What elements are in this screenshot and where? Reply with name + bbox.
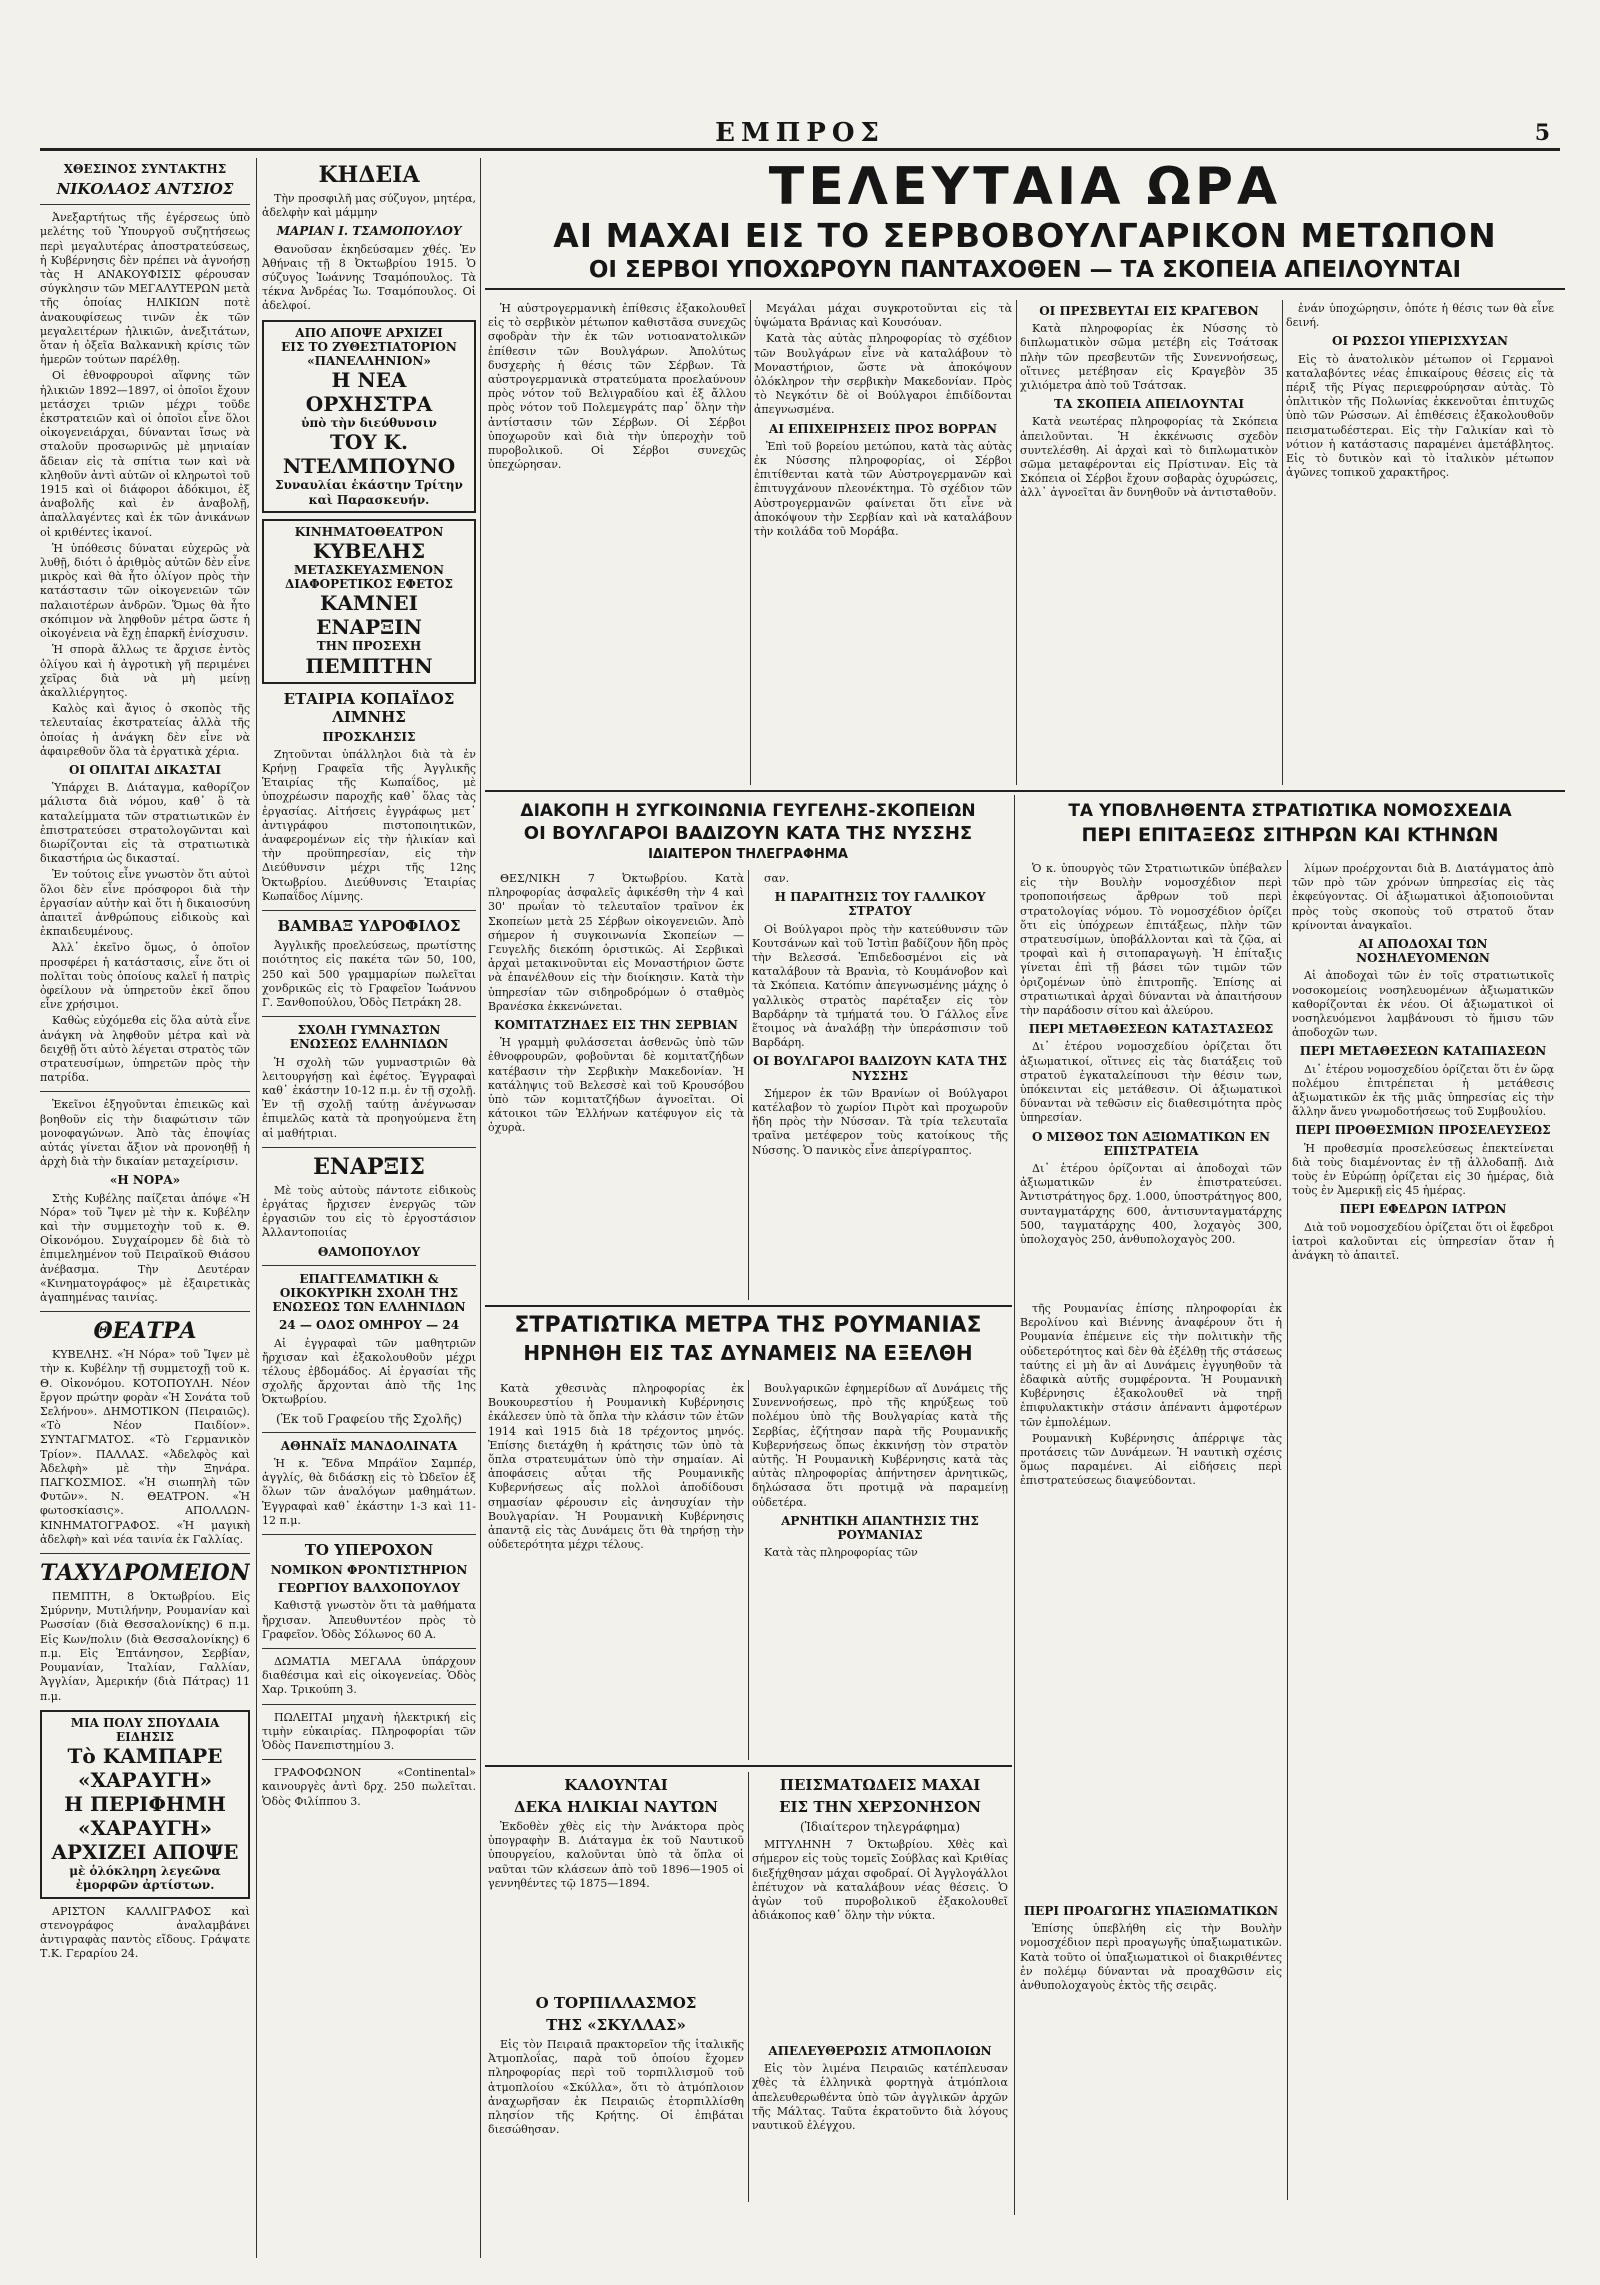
headline: ΗΡΝΗΘΗ ΕΙΣ ΤΑΣ ΔΥΝΑΜΕΙΣ ΝΑ ΕΞΕΛΘΗ bbox=[523, 1341, 973, 1365]
torpedo-article bbox=[488, 1990, 744, 2205]
section-title: «Η ΝΟΡΑ» bbox=[109, 1173, 181, 1188]
article-paragraph: Αἱ ἀποδοχαὶ τῶν ἐν τοῖς στρατιωτικοῖς νοσοκομείοις νοσηλευομένων ἀξιωματικῶν καθορίζονται ἐκ νέου. Οἱ ἀξιωματικοὶ οἱ νοσηλευόμενοι λαμβάνουσι τὸ ἥμισυ τῶν ἀποδοχῶν των. bbox=[1292, 969, 1554, 1040]
section-title: ΠΕΡΙ ΠΡΟΘΕΣΜΙΩΝ ΠΡΟΣΕΛΕΥΣΕΩΣ bbox=[1295, 1123, 1551, 1138]
section-title: ΚΟΜΙΤΑΤΖΗΔΕΣ ΕΙΣ ΤΗΝ ΣΕΡΒΙΑΝ bbox=[494, 1018, 738, 1033]
ad-line: ΤΟΥ Κ. ΝΤΕΛΜΠΟΥΝΟ bbox=[282, 430, 456, 479]
article-paragraph: Ἐκδοθὲν χθὲς εἰς τὴν Ἀνάκτορα πρὸς ὑπογραφὴν Β. Διάταγμα ἐκ τοῦ Ναυτικοῦ ὑπουργείου, καλοῦνται ὑπὸ τὰ ὅπλα οἱ ναῦται τῶν κλάσεων ἀπὸ τοῦ 1896—1905 οἱ γεννηθέντες τῷ 1875—1894. bbox=[488, 1820, 744, 1890]
notice-text: Θανοῦσαν ἐκηδεύσαμεν χθές. Ἐν Ἀθήναις τῇ 8 Ὀκτωβρίου 1915. Ὁ σύζυγος Ἰωάννης Τσαμόπουλος. Τὰ τέκνα Ἀνδρέας Ἰω. Τσαμόπουλος. Οἱ ἀδελφοί. bbox=[262, 242, 476, 313]
article-paragraph: Οἱ ἐθνοφρουροὶ αἵφνης τῶν ἡλικιῶν 1892—1897, οἱ ὁποῖοι ἔχουν μετάσχει τριῶν μέχρι τοῦδε ἐκστρατειῶν καὶ οἱ ὁποῖοι εἶνε ὅλοι οἰκογενειάρχαι, δύνανται ἴσως νὰ σταλοῦν προσωρινῶς μὲ μηνιαίαν ἄδειαν εἰς τὰ σπίτια των καὶ νὰ κληθοῦν ἀντὶ αὐτῶν οἱ κληρωτοὶ τοῦ 1915 καὶ οἱ διάφοροι ἀδόκιμοι, ἐξ ἀναβολῆς καὶ ἐν ἀναβολῇ, ἀπαλλαγέντες καὶ ἐκ τῶν ἀνικάνων οἱ κριθέντες ἱκανοί. bbox=[40, 369, 250, 539]
article-paragraph: Εἰς τὸν Πειραιᾶ πρακτορεῖον τῆς ἰταλικῆς Ἀτμοπλοΐας, παρὰ τοῦ ὁποίου ἔχομεν πληροφορίας περὶ τοῦ τορπιλλισμοῦ τοῦ ἀτμοπλοίου «Σκύλλα», ὅτι τὸ ἀτμόπλοιον ἀναχωρῆσαν ἐκ Πειραιῶς ἐτορπιλλίσθη πλησίον τῆς Κρήτης. Οἱ ἐπιβάται διεσώθησαν. bbox=[488, 2038, 744, 2137]
article-paragraph: Κατὰ τὰς πληροφορίας τῶν bbox=[764, 1546, 918, 1560]
section-title: ΚΗΔΕΙΑ bbox=[318, 162, 420, 188]
article-paragraph: Ἡ γραμμὴ φυλάσσεται ἀσθενῶς ὑπὸ τῶν ἐθνοφρουρῶν, φοβοῦνται δὲ κομιτατζήδων κατέβασιν τὴν Σερβικὴν Μακεδονίαν. Ἡ κατάληψις τοῦ Βελεσσὲ καὶ τοῦ Κρουσόβου ὑπὸ τῶν κομιτατζήδων ἀγνοεῖται. Οἱ κάτοικοι τῶν Ἑλλήνων κατέφυγον εἰς τὰ ὀχυρὰ. bbox=[488, 1036, 744, 1135]
ad-line: ΜΕΤΑΣΚΕΥΑΣΜΕΝΟΝ bbox=[294, 563, 444, 578]
headline: ΤΑ ΥΠΟΒΛΗΘΕΝΤΑ ΣΤΡΑΤΙΩΤΙΚΑ ΝΟΜΟΣΧΕΔΙΑ bbox=[1068, 801, 1512, 821]
section-title: ΤΑ ΣΚΟΠΕΙΑ ΑΠΕΙΛΟΥΝΤΑΙ bbox=[1054, 397, 1244, 412]
section-subtitle: ΓΕΩΡΓΙΟΥ ΒΑΛΧΟΠΟΥΛΟΥ bbox=[278, 1581, 460, 1596]
romania-column-2 bbox=[752, 1380, 1008, 1760]
section-title: ΠΕΡΙ ΕΦΕΔΡΩΝ ΙΑΤΡΩΝ bbox=[1339, 1202, 1507, 1217]
romania-headline bbox=[488, 1312, 1008, 1366]
headline: ΚΑΛΟΥΝΤΑΙ bbox=[564, 1776, 668, 1794]
banner-subtitle: ΟΙ ΣΕΡΒΟΙ ΥΠΟΧΩΡΟΥΝ ΠΑΝΤΑΧΟΘΕΝ — ΤΑ ΣΚΟΠΕΙΑ ΑΠΕΙΛΟΥΝΤΑΙ bbox=[485, 256, 1565, 290]
section-subtitle: (Ἰδιαίτερον τηλεγράφημα) bbox=[799, 1820, 961, 1834]
notice-text: Ἡ κ. Ἔδνα Μπράϊον Σαμπέρ, ἀγγλίς, θὰ διδάσκῃ εἰς τὸ Ὠδεῖον ἐξ ὅλων τῶν ἀναλόγων μαθημάτων. Ἐγγραφαὶ καθ᾽ ἑκάστην 1-3 καὶ 11-12 π.μ. bbox=[262, 1456, 476, 1527]
cabaret-advertisement bbox=[40, 1710, 250, 1899]
article-paragraph: Εἰς τὸ ἀνατολικὸν μέτωπον οἱ Γερμανοὶ καταλαβόντες νέας ἐπικαίρους θέσεις εἰς τὰ πέριξ τῆς Ρίγας περιεφρούρησαν αὐτὰς. Τὸ ὁπλιτικὸν τῆς Πολωνίας ἐκκενοῦται ἐπιτυχῶς ὑπὸ τῶν Ρώσσων. Αἱ ἐπιθέσεις ἐξακολουθοῦν πεισματωδέστεραι. Εἰς τὴν Γαλικίαν καὶ τὸ νότιον ἡ κατάστασις παραμένει ἀμετάβλητος. Εἰς τὸ δυτικὸν καὶ τὸ ἰταλικὸν μέτωπον ἀγῶνες τοπικοῦ χαρακτῆρος. bbox=[1286, 352, 1554, 480]
article-paragraph: Καλὸς καὶ ἄγιος ὁ σκοπὸς τῆς τελευταίας ἐκστρατείας ἀλλὰ τῆς ὁποίας ἡ ἀνάγκη δὲν εἶνε νὰ ἀφαιρεθοῦν ὅλα τὰ ἐργατικὰ χέρια. bbox=[40, 702, 250, 758]
section-title: ΑΙ ΕΠΙΧΕΙΡΗΣΕΙΣ ΠΡΟΣ ΒΟΡΡΑΝ bbox=[769, 421, 997, 436]
middle-right-headline bbox=[1020, 800, 1560, 848]
author-label: ΧΘΕΣΙΝΟΣ ΣΥΝΤΑΚΤΗΣ bbox=[63, 162, 227, 176]
ad-line: ὑπὸ τὴν διεύθυνσιν bbox=[301, 416, 437, 431]
section-title: ΑΙ ΑΠΟΔΟΧΑΙ ΤΩΝ ΝΟΣΗΛΕΥΟΜΕΝΩΝ bbox=[1356, 937, 1490, 966]
middle-right-column-2 bbox=[1292, 860, 1554, 2200]
masthead bbox=[40, 118, 1560, 151]
page-number: 5 bbox=[1534, 120, 1550, 146]
article-paragraph: Ἐκεῖνοι ἐξηγοῦνται ἐπιεικῶς καὶ βοηθοῦν εἰς τὴν διαφώτισιν τῶν μονοφαγώνων. Ἀπὸ τὰς ἐποψίας αὐτάς γίνεται ἄξιον νὰ προνοηθῇ ἡ ἀρχὴ διὰ τὴν δικαίαν μεταχείρισιν. bbox=[40, 1098, 250, 1169]
article-paragraph: Ἀνεξαρτήτως τῆς ἐγέρσεως ὑπὸ μελέτης τοῦ Ὑπουργοῦ συζητήσεως περὶ μεγαλυτέρας ἀποστρατεύσεως, ἡ Κυβέρνησις δὲν πρέπει νὰ ἀγνοήσῃ τὰς Η ΑΝΑΚΟΥΦΙΣΙΣ φέρουσαν σύγκλησιν τῶν ΜΕΓΑΛΥΤΕΡΩΝ μετὰ τῆς ὁποίας ΗΛΙΚΙΩΝ ποτὲ ἀνακουφίσεως τινῶν ἐκ τῶν μεγαλειτέρων ἡλικιῶν, ἀνεξιτάτων, ὅταν ἡ ὀξεῖα Βαλκανικὴ κρίσις τῶν ἡμερῶν τούτων παρέλθῃ. bbox=[40, 211, 250, 367]
notice-text: Ἀγγλικῆς προελεύσεως, πρωτίστης ποιότητος εἰς πακέτα τῶν 50, 100, 250 καὶ 500 γραμμαρίων πωλεῖται χονδρικῶς εἰς τὸ Γραφεῖον Ἰωάννου Γ. Ξανθοπούλου, Ὁδὸς Πετράκη 28. bbox=[262, 939, 476, 1009]
ships-freed-article bbox=[752, 2040, 1008, 2205]
headline: ΙΔΙΑΙΤΕΡΟΝ ΤΗΛΕΓΡΑΦΗΜΑ bbox=[648, 847, 848, 862]
section-title: ΒΑΜΒΑΞ ΥΔΡΟΦΙΛΟΣ bbox=[277, 917, 461, 936]
ad-line: ΕΙΣ ΤΟ ΖΥΘΕΣΤΙΑΤΟΡΙΟΝ «ΠΑΝΕΛΛΗΝΙΟΝ» bbox=[281, 339, 457, 369]
ad-line: Η ΝΕΑ ΟΡΧΗΣΤΡΑ bbox=[305, 368, 433, 417]
section-title: ΠΕΡΙ ΜΕΤΑΘΕΣΕΩΝ ΚΑΤΑΠΙΑΣΕΩΝ bbox=[1299, 1044, 1547, 1059]
article-paragraph: Ὁ κ. ὑπουργὸς τῶν Στρατιωτικῶν ὑπέβαλεν εἰς τὴν Βουλὴν νομοσχέδιον περὶ τροποποιήσεως ἄρθρων τοῦ περὶ στρατολογίας νόμου. Τὸ νομοσχέδιον ὁρίζει ὅτι εἰς ὑπόχρεων ἐπιτάξεως, πλὴν τῶν στρατευσίμων, ὑποβάλλονται καὶ τὰ ζῷα, αἱ τροφαὶ καὶ ἡ σιτοπαραγωγὴ. Ἡ ἐπίταξις γίνεται ἐπὶ τῇ βάσει τῶν τιμῶν τῶν ὁριζομένων ὑπὸ ἐπιτροπῆς. Ἐπίσης αἱ στρατιωτικαὶ ἀρχαὶ δύνανται νὰ ἀπαιτήσουν τὴν παράδοσιν σίτου καὶ ἀλεύρου. bbox=[1020, 862, 1282, 1018]
ad-line: Τὸ ΚΑΜΠΑΡΕ «ΧΑΡΑΥΓΗ» bbox=[67, 1744, 223, 1793]
middle-left-column-1 bbox=[488, 870, 744, 1300]
section-title: ΑΡΝΗΤΙΚΗ ΑΠΑΝΤΗΣΙΣ ΤΗΣ ΡΟΥΜΑΝΙΑΣ bbox=[781, 1513, 979, 1543]
article-paragraph: Κατὰ πληροφορίας ἐκ Νύσσης τὸ διπλωματικὸν σῶμα μετέβη εἰς Τσάτσακ πλὴν τῶν πρεσβευτῶν τῆς Συνεννοήσεως, οἵτινες μετέβησαν εἰς Κραγεβὸν 35 χιλιόμετρα ἀπὸ τοῦ Τσάτσακ. bbox=[1020, 322, 1278, 393]
article-paragraph: Ἡ προθεσμία προσελεύσεως ἐπεκτείνεται διὰ τοὺς διαμένοντας ἐν τῇ ἀλλοδαπῇ. Διὰ τοὺς ἐν Εὐρώπῃ ὁρίζεται εἰς 30 ἡμέρας, διὰ τοὺς ἐν Ἀμερικῇ εἰς 45 ἡμέρας. bbox=[1292, 1141, 1554, 1198]
section-subtitle: ΝΟΜΙΚΟΝ ΦΡΟΝΤΙΣΤΗΡΙΟΝ bbox=[270, 1563, 468, 1577]
headline: ΔΙΑΚΟΠΗ Η ΣΥΓΚΟΙΝΩΝΙΑ ΓΕΥΓΕΛΗΣ-ΣΚΟΠΕΙΩΝ bbox=[520, 801, 976, 821]
ad-line: ΑΡΧΙΖΕΙ ΑΠΟΨΕ bbox=[51, 1840, 239, 1865]
author-name: ΝΙΚΟΛΑΟΣ ΑΝΤΣΙΟΣ bbox=[56, 180, 234, 199]
section-title: ΕΠΑΓΓΕΛΜΑΤΙΚΗ & ΟΙΚΟΚΥΡΙΚΗ ΣΧΟΛΗ ΤΗΣ ΕΝΩΣΕΩΣ ΤΩΝ ΕΛΛΗΝΙΔΩΝ bbox=[272, 1271, 466, 1315]
ad-line: Συναυλίαι ἑκάστην Τρίτην καὶ Παρασκευήν. bbox=[275, 478, 463, 507]
banner-title: ΤΕΛΕΥΤΑΙΑ ΩΡΑ bbox=[768, 157, 1282, 217]
ad-line: ΚΥΒΕΛΗΣ bbox=[312, 539, 426, 564]
headline: ΠΕΙΣΜΑΤΩΔΕΙΣ ΜΑΧΑΙ bbox=[779, 1776, 981, 1794]
article-paragraph: Μεγάλαι μάχαι συγκροτοῦνται εἰς τὰ ὑψώματα Βράνιας καὶ Κουσόυαν. bbox=[754, 302, 1012, 330]
notice-text: Ζητοῦνται ὑπάλληλοι διὰ τὰ ἐν Κρήνῃ Γραφεῖα τῆς Ἀγγλικῆς Ἑταιρίας τῆς Κωπαΐδος, μὲ ὑποχρέωσιν παροχῆς καθ᾽ ὅλας τὰς ἐργασίας. Αἰτήσεις ἐγγράφως μετ᾽ ἀντιγράφου πιστοποιητικῶν, ἀναφερομένων εἰς τὴν ἡλικίαν καὶ τὴν προϋπηρεσίαν, εἰς τὴν Διεύθυνσιν μέχρι τῆς 12ης Ὀκτωβρίου. Διεύθυνσις Ἑταιρίας Κωπαΐδος Λίμνης. bbox=[262, 747, 476, 903]
upper-column-1 bbox=[488, 300, 746, 785]
section-title: ΟΙ ΡΩΣΣΟΙ ΥΠΕΡΙΣΧΥΣΑΝ bbox=[1332, 334, 1508, 349]
banner-headline bbox=[485, 158, 1565, 290]
section-title: Ο ΜΙΣΘΟΣ ΤΩΝ ΑΞΙΩΜΑΤΙΚΩΝ ΕΝ ΕΠΙΣΤΡΑΤΕΙΑ bbox=[1032, 1129, 1270, 1158]
section-subtitle: ΠΡΟΣΚΛΗΣΙΣ bbox=[322, 729, 416, 744]
headline: ΠΕΡΙ ΕΠΙΤΑΞΕΩΣ ΣΙΤΗΡΩΝ ΚΑΙ ΚΤΗΝΩΝ bbox=[1081, 824, 1499, 846]
ad-line: ΠΕΜΠΤΗΝ bbox=[305, 653, 433, 678]
headline: ΔΕΚΑ ΗΛΙΚΙΑΙ ΝΑΥΤΩΝ bbox=[513, 1798, 718, 1816]
article-paragraph: Οἱ Βούλγαροι πρὸς τὴν κατεύθυνσιν τῶν Κουτσάνων καὶ τοῦ Ἰστὶπ βαδίζουν ἤδη πρὸς τὴν Βελεσσά. Ἐπιδεδοσμένοι εἰς νὰ καταλάβουν τὰ Βρανὶα, τὸ Κουμάνοβον καὶ τὰ Σκόπεια. Κατόπιν ἀπεγνωσμένης μάχης ὁ γαλλικὸς στρατὸς παρέταξεν εἰς τὸν Βαρδάρην τὰ τμήματά του. Ὁ Γάλλος εἶνε ἕτοιμος νὰ ἀναλάβῃ τὴν ὑπεράσπισιν τοῦ Βαρδάρη. bbox=[752, 922, 1008, 1050]
middle-left-column-2 bbox=[752, 870, 1008, 1300]
middle-left-headline bbox=[488, 800, 1008, 864]
section-title: ΑΠΕΛΕΥΘΕΡΩΣΙΣ ΑΤΜΟΠΛΟΙΩΝ bbox=[768, 2044, 992, 2058]
chersonese-article bbox=[752, 1772, 1008, 2032]
section-title: ΑΘΗΝΑΪΣ ΜΑΝΔΟΛΙΝΑΤΑ bbox=[280, 1438, 458, 1453]
article-paragraph: Σήμερον ἐκ τῶν Βρανίων οἱ Βούλγαροι κατέλαβον τὸ χωρίον Πιρὸτ καὶ προχωροῦν ἤδη πρὸς τὴν Νύσσαν. Τὰ τρία τελευταῖα τραῖνα μετέφερον τοὺς κατοίκους τῆς Νύσσης. Ὁ πανικὸς εἶνε ἀπερίγραπτος. bbox=[752, 1086, 1008, 1157]
article-paragraph: Κατὰ τὰς αὐτὰς πληροφορίας τὸ σχέδιον τῶν Βουλγάρων εἶνε νὰ καταλάβουν τὸ Μοναστήριον, ὥστε νὰ ἀποκόψουν ὁλόκληρον τὴν σερβικὴν Μακεδονίαν. Πρὸς τὸ Νεγκότιν δὲ οἱ Βούλγαροι ἐπιδίδονται ἀπεγνωσμένα. bbox=[754, 332, 1012, 417]
article-paragraph: Δι᾽ ἑτέρου νομοσχεδίου ὁρίζεται ὅτι ἀξιωματικοί, οἵτινες εἰς τὰς διατάξεις τοῦ στρατοῦ ἐγκαταλείπουσι τὴν θέσιν των, ὑπόκεινται εἰς μετάθεσιν. Οἱ ἀξιωματικοὶ δύνανται νὰ τεθῶσιν εἰς διαθεσιμότητα πρὸς ὑπηρεσίαν. bbox=[1020, 1040, 1282, 1125]
article-paragraph: Στὴς Κυβέλης παίζεται ἀπόψε «Ἡ Νόρα» τοῦ Ἴψεν μὲ τὴν κ. Κυβέλην καὶ τὴν συμμετοχὴν τοῦ κ. Θ. Οἰκονόμου. Συγχαίρομεν δὲ διὰ τὸ ἐπιμελημένον τοῦ Πειραϊκοῦ Θιάσου ἀνέβασμα. Τὴν Δευτέραν «Κινηματογράφος» μὲ ἐξαιρετικὰς ἀγαπημένας ταινίας. bbox=[40, 1191, 250, 1305]
notice-name: ΘΑΜΟΠΟΥΛΟΥ bbox=[317, 1244, 421, 1259]
article-paragraph: σαν. bbox=[764, 872, 790, 885]
upper-column-4 bbox=[1286, 300, 1554, 785]
romania-column-1 bbox=[488, 1380, 744, 1760]
ad-line: μὲ ὁλόκληρη λεγεῶνα ἐμορφῶν ἀρτίστων. bbox=[69, 1864, 221, 1893]
upper-column-2 bbox=[754, 300, 1012, 785]
article-paragraph: Ἐπὶ τοῦ βορείου μετώπου, κατὰ τὰς αὐτὰς ἐκ Νύσσης πληροφορίας, οἱ Σέρβοι ἐπιτίθενται κατὰ τῶν Αὐστρογερμανῶν καὶ ἐπιτυγχάνουν πλεονέκτημα. Τὸ σχέδιον τῶν Αὐστρογερμανῶν φαίνεται ὅτι εἶνε νὰ ἀποκόψουν τὴν Σερβίαν καὶ νὰ καταλάβουν τὴν κοιλάδα τοῦ Μοράβα. bbox=[754, 439, 1012, 539]
newspaper-name: ΕΜΠΡΟΣ bbox=[715, 118, 885, 148]
article-paragraph: ΚΥΒΕΛΗΣ. «Ἡ Νόρα» τοῦ Ἴψεν μὲ τὴν κ. Κυβέλην τῇ συμμετοχῇ τοῦ κ. Θ. Οἰκονόμου. ΚΟΤΟΠΟΥΛΗ. Νέον ἔργον πρώτην φορὰν «Ἡ Σονάτα τοῦ Σελήνου». ΔΗΜΟΤΙΚΟΝ (Πειραιῶς). «Τὸ Νέον Παιδίον». ΣΥΝΤΑΓΜΑΤΟΣ. «Τὸ Γερμανικὸν Τρίον». ΠΑΛΛΑΣ. «Ἀδελφὸς καὶ Ἀδελφὴ» μὲ τὴν Ξηνάρα. ΠΑΓΚΟΣΜΙΟΣ. «Ἡ σιωπηλὴ τῶν Φυτῶν». Ν. ΘΕΑΤΡΟΝ. «Ἡ φωτοσκίασις». ΑΠΟΛΛΩΝ-ΚΙΝΗΜΑΤΟΓΡΑΦΟΣ. «Ἡ μαγικὴ ἀδελφὴ» καὶ νέα ταινία ἐκ Γαλλίας. bbox=[40, 1348, 250, 1546]
article-paragraph: Εἰς τὸν λιμένα Πειραιῶς κατέπλευσαν χθὲς τὰ ἑλληνικὰ φορτηγὰ ἀτμόπλοια ἀπελευθερωθέντα ὑπὸ τῶν ἀγγλικῶν ἀρχῶν τῆς Μάλτας. Ταῦτα ἐκρατοῦντο διὰ λόγους ναυτικοῦ ἐλέγχου. bbox=[752, 2062, 1008, 2133]
article-paragraph: ἐνάν ὑποχώρησιν, ὁπότε ἡ θέσις των θὰ εἶνε δεινή. bbox=[1286, 302, 1554, 330]
section-title: ΣΧΟΛΗ ΓΥΜΝΑΣΤΩΝ ΕΝΩΣΕΩΣ ΕΛΛΗΝΙΔΩΝ bbox=[289, 1023, 449, 1052]
article-paragraph: τῆς Ρουμανίας ἐπίσης πληροφορίαι ἐκ Βερολίνου καὶ Βιέννης ἀναφέρουν ὅτι ἡ Ρουμανία ἐπέμεινε εἰς τὴν πολιτικὴν τῆς οὐδετερότητος καὶ δὲν θὰ ἐξέλθῃ τῆς στάσεως ταύτης εἰ μὴ ἂν αἱ Δυνάμεις ἐγγυηθοῦν τὰ ἐδαφικὰ αὐτῆς συμφέροντα. Ἡ Ρουμανικὴ Κυβέρνησις ἐξακολουθεῖ νὰ τηρῇ ἐπιφυλακτικὴν στάσιν ἀπέναντι ἀμφοτέρων τῶν ἐμπολέμων. bbox=[1020, 1302, 1282, 1429]
article-paragraph: Κατὰ χθεσινὰς πληροφορίας ἐκ Βουκουρεστίου ἡ Ρουμανικὴ Κυβέρνησις ἐκάλεσεν ὑπὸ τὰ ὅπλα τὴν κλάσιν τῶν ἐτῶν 1914 καὶ 1915 διὰ 18 τρέχοντος μηνός. Ἐπίσης διετάχθη ἡ κράτησις τῶν ὑπὸ τὰ ὅπλα στρατευμάτων ὑπὸ τὴν σημαίαν. Αἱ ἀποφάσεις αὗται τῆς Ρουμανικῆς Κυβερνήσεως αἷς πολλοὶ ἀποδίδουσι σημασίαν φέρουσιν εἰς ἀνησυχίαν τὴν Βουλγαρίαν. Ἡ Ρουμανικὴ Κυβέρνησις ἀπαντᾷ εἰς τὰς Δυνάμεις ὅτι θὰ τηρήσῃ τὴν οὐδετερότητα μέχρι τέλους. bbox=[488, 1382, 744, 1552]
banner-subtitle: ΑΙ ΜΑΧΑΙ ΕΙΣ ΤΟ ΣΕΡΒΟΒΟΥΛΓΑΡΙΚΟΝ ΜΕΤΩΠΟΝ bbox=[553, 216, 1497, 255]
article-paragraph: Ἡ ὑπόθεσις δύναται εὐχερῶς νὰ λυθῇ, διότι ὁ ἀριθμὸς αὐτῶν δὲν εἶνε μικρὸς καὶ θὰ ἦτο ὀλίγον πρὸς τὴν κατάστασιν τῶν οἰκογενειῶν τῶν παλαιοτέρων ἀνδρῶν. Ὅμως θὰ ἦτο σκόπιμον νὰ ληφθοῦν μέτρα ὥστε ἡ οἰκογένεια νὰ ἔχῃ ἐπαρκῆ ἐνίσχυσιν. bbox=[40, 541, 250, 641]
section-title: ΟΙ ΠΡΕΣΒΕΥΤΑΙ ΕΙΣ ΚΡΑΓΕΒΟΝ bbox=[1039, 304, 1259, 318]
classified-ad: ΔΩΜΑΤΙΑ ΜΕΓΑΛΑ ὑπάρχουν διαθέσιμα καὶ εἰς οἰκογενείας. Ὁδὸς Χαρ. Τρικούπη 3. bbox=[262, 1655, 476, 1697]
article-paragraph: Ὑπάρχει Β. Διάταγμα, καθορίζον μάλιστα διὰ νόμου, καθ᾽ ὃ τὰ καταλείμματα τῶν στρατιωτικῶν ἐν ἐπιστρατεύσει στρατολογῶνται καὶ διωρίζονται εἰς τὰ στρατιωτικὰ δικαστήρια ὡς δικασταί. bbox=[40, 781, 250, 866]
article-paragraph: Βουλγαρικῶν ἐφημερίδων αἵ Δυνάμεις τῆς Συνεννοήσεως, πρὸ τῆς κηρύξεως τοῦ πολέμου ὑπὸ τῆς Βουλγαρίας κατὰ τῆς Σερβίας, ἐζήτησαν παρὰ τῆς Ρουμανικῆς Κυβερνήσεως ὅπως ἐκκινήσῃ τὸν στρατὸν αὐτῆς. Ἡ Ρουμανικὴ Κυβέρνησις κατὰ τὰς αὐτὰς πληροφορίας ἀπήντησεν ἀρνητικῶς, δηλώσασα ὅτι προτιμᾷ νὰ παραμείνῃ οὐδετέρα. bbox=[752, 1382, 1008, 1509]
section-title: ΟΙ ΒΟΥΛΓΑΡΟΙ ΒΑΔΙΖΟΥΝ ΚΑΤΑ ΤΗΣ ΝΥΣΣΗΣ bbox=[752, 1054, 1008, 1083]
call-up-article bbox=[488, 1772, 744, 1982]
headline: ΟΙ ΒΟΥΛΓΑΡΟΙ ΒΑΔΙΖΟΥΝ ΚΑΤΑ ΤΗΣ ΝΥΣΣΗΣ bbox=[523, 823, 973, 844]
notice-text: Μὲ τοὺς αὐτοὺς πάντοτε εἰδικοὺς ἐργάτας ἤρχισεν ἐνεργῶς τῶν ἐργασιῶν του εἰς τὸ ἐργοστάσιον Ἀλλαντοποιίας bbox=[262, 1183, 476, 1240]
section-title: ΘΕΑΤΡΑ bbox=[93, 1318, 197, 1345]
section-title: ΤΟ ΥΠΕΡΟΧΟΝ bbox=[304, 1541, 434, 1559]
cinema-advertisement bbox=[262, 519, 476, 684]
section-title: ΕΤΑΙΡΙΑ ΚΟΠΑΪΔΟΣ ΛΙΜΝΗΣ bbox=[283, 689, 455, 726]
article-paragraph: Ἐν τούτοις εἶνε γνωστὸν ὅτι αὐτοὶ ὅλοι δὲν εἶνε πρόσφοροι διὰ τὴν ἐργασίαν αὐτὴν καὶ ὅτι ἡ δικαιοσύνη ἀπαιτεῖ ἀνθρώπους εἰδικοὺς καὶ ἐκπαιδευμένους. bbox=[40, 868, 250, 939]
ad-line: ΑΠΟ ΑΠΟΨΕ ΑΡΧΙΖΕΙ bbox=[295, 325, 443, 340]
headline: ΕΙΣ ΤΗΝ ΧΕΡΣΟΝΗΣΟΝ bbox=[779, 1798, 981, 1816]
article-paragraph: Ἀλλ᾽ ἐκεῖνο ὅμως, ὁ ὁποῖον προσφέρει ἡ κατάστασις, εἶνε ὅτι οἱ πολῖται τοὺς ὁποίους καλεῖ ἡ πατρὶς ὀφείλουν νὰ ὑπηρετοῦν ἐκεῖ ὅπου εἶνε χρήσιμοι. bbox=[40, 941, 250, 1012]
ad-line: ΚΙΝΗΜΑΤΟΘΕΑΤΡΟΝ bbox=[294, 524, 444, 539]
headline: Ο ΤΟΡΠΙΛΛΑΣΜΟΣ bbox=[535, 1994, 697, 2012]
classified-ad: ΓΡΑΦΟΦΩΝΟΝ «Continental» καινουργὲς ἀντὶ δρχ. 250 πωλεῖται. Ὁδὸς Φιλίππου 3. bbox=[262, 1766, 476, 1808]
section-title: ΟΙ ΟΠΛΙΤΑΙ ΔΙΚΑΣΤΑΙ bbox=[69, 762, 221, 777]
notice-text: Αἱ ἐγγραφαὶ τῶν μαθητριῶν ἤρχισαν καὶ ἐξακολουθοῦν μέχρι τέλους ἐβδομάδος. Αἱ ἐργασίαι τῆς σχολῆς ἄρχονται ἀπὸ τῆς 1ης Ὀκτωβρίου. bbox=[262, 1336, 476, 1407]
headline: ΤΗΣ «ΣΚΥΛΛΑΣ» bbox=[546, 2016, 686, 2034]
classified-ad: ΑΡΙΣΤΟΝ ΚΑΛΛΙΓΡΑΦΟΣ καὶ στενογράφος ἀναλαμβάνει ἀντιγραφὰς παντὸς εἴδους. Γράψατε Τ.Κ. Γεραρίου 24. bbox=[40, 1904, 250, 1961]
article-paragraph: Δι᾽ ἑτέρου νομοσχεδίου ὁρίζεται ὅτι ἐν ὥρᾳ πολέμου ἐπιτρέπεται ἡ μετάθεσις ἀξιωματικῶν ἐκ τῆς μιᾶς ὑπηρεσίας εἰς τὴν ἄλλην ἄνευ γνωμοδοτήσεως τοῦ Συμβουλίου. bbox=[1292, 1062, 1554, 1119]
article-paragraph: Κατὰ νεωτέρας πληροφορίας τὰ Σκόπεια ἀπειλοῦνται. Ἡ ἐκκένωσις σχεδὸν συντελέσθη. Αἱ ἀρχαὶ καὶ τὸ διπλωματικὸν σῶμα μεταφέρονται εἰς Πρίστιναν. Εἰς τὰ Σκόπεια οἱ Σέρβοι ἔχουν σοβαρὰς ὀχυρώσεις, ἀλλ᾽ ἀγνοεῖται ἂν δυνηθοῦν νὰ ἀντισταθοῦν. bbox=[1020, 415, 1278, 500]
column-2 bbox=[262, 158, 476, 2258]
section-subtitle: 24 — ΟΔΟΣ ΟΜΗΡΟΥ — 24 bbox=[278, 1318, 460, 1333]
notice-sign: (Ἐκ τοῦ Γραφείου τῆς Σχολῆς) bbox=[276, 1411, 462, 1426]
notice-text: Τὴν προσφιλῆ μας σύζυγον, μητέρα, ἀδελφὴν καὶ μάμμην bbox=[262, 192, 476, 220]
article-paragraph: λίμων προέρχονται διὰ Β. Διατάγματος ἀπὸ τῶν πρὸ τῶν χρόνων ὑπηρεσίας εἰς τὰς ἐκφεύγοντας. Οἱ ἀξιωματικοὶ ἀξιοποιοῦνται πρὸς τοὺς σκοποὺς τοῦ στρατοῦ ὅταν κρίνονται ἀναγκαῖοι. bbox=[1292, 862, 1554, 932]
classified-ad: ΠΩΛΕΙΤΑΙ μηχανὴ ἠλεκτρική εἰς τιμὴν εὐκαιρίας. Πληροφορίαι τῶν Ὁδὸς Πανεπιστημίου 3. bbox=[262, 1710, 476, 1753]
article-paragraph: Ἐπίσης ὑπεβλήθη εἰς τὴν Βουλὴν νομοσχέδιον περὶ προαγωγῆς ὑπαξιωματικῶν. Κατὰ τοῦτο οἱ ὑπαξιωματικοὶ οἱ διακριθέντες ἐν πολέμῳ δύνανται νὰ προαχθῶσιν εἰς ἀνθυπολοχαγοὺς ἐκτὸς τῆς σειρᾶς. bbox=[1020, 1922, 1282, 1993]
article-paragraph: Ρουμανικὴ Κυβέρνησις ἀπέρριψε τὰς προτάσεις τῶν Δυνάμεων. Ἡ ναυτικὴ σχέσις ὅμως παραμένει. Αἱ εἰδήσεις περὶ ἐπιστρατεύσεως διαψεύδονται. bbox=[1020, 1431, 1282, 1488]
headline: ΣΤΡΑΤΙΩΤΙΚΑ ΜΕΤΡΑ ΤΗΣ ΡΟΥΜΑΝΙΑΣ bbox=[514, 1313, 982, 1338]
section-title: ΠΕΡΙ ΜΕΤΑΘΕΣΕΩΝ ΚΑΤΑΣΤΑΣΕΩΣ bbox=[1028, 1022, 1274, 1037]
article-paragraph: Ἡ αὐστρογερμανικὴ ἐπίθεσις ἐξακολουθεῖ εἰς τὸ σερβικὸν μέτωπον καθιστᾶσα συνεχῶς σφοδρὰν τὴν ἐκ τῶν νοτιοανατολικῶν ἐπίθεσιν τῶν Βουλγάρων. Ἀπολύτως δυσχερὴς ἡ θέσις τῶν Σέρβων. Τὰ αὐστρογερμανικὰ στρατεύματα προελαύνουν πρὸς νότον τοῦ Βελιγραδίου καὶ ἐξ ἄλλου πρὸς νότον τοῦ Πολεμεγράτς παρ᾽ ὅλην τὴν ἀντίστασιν τῶν Σέρβων. Οἱ Σέρβοι ὑποχωροῦν καὶ διὰ τὴν ὑπεροχὴν τοῦ πυροβολικοῦ. Οἱ Σέρβοι συνεχῶς ὑπεχώρησαν. bbox=[488, 302, 746, 472]
ad-title: ΜΙΑ ΠΟΛΥ ΣΠΟΥΔΑΙΑ ΕΙΔΗΣΙΣ bbox=[70, 1715, 220, 1744]
column-1 bbox=[40, 158, 250, 2258]
section-title: Η ΠΑΡΑΙΤΗΣΙΣ ΤΟΥ ΓΑΛΛΙΚΟΥ ΣΤΡΑΤΟΥ bbox=[774, 890, 986, 919]
article-paragraph: ΜΙΤΥΛΗΝΗ 7 Ὀκτωβρίου. Χθὲς καὶ σήμερον εἰς τοὺς τομεῖς Σούβλας καὶ Κριθίας διεξήχθησαν μάχαι σφοδραί. Οἱ Ἀγγλογάλλοι ἐπέτυχον νὰ καταλάβουν νέας θέσεις. Ὁ ἀγὼν τοῦ πυροβολικοῦ ἐξακολουθεῖ ἀδιάκοπος καθ᾽ ὅλην τὴν νύκτα. bbox=[752, 1838, 1008, 1923]
article-paragraph: Διὰ τοῦ νομοσχεδίου ὁρίζεται ὅτι οἱ ἔφεδροι ἰατροὶ καλοῦνται εἰς ὑπηρεσίαν ὅταν ἡ ἀνάγκη τὸ ἀπαιτεῖ. bbox=[1292, 1220, 1554, 1263]
section-title: ΤΑΧΥΔΡΟΜΕΙΟΝ bbox=[40, 1560, 250, 1587]
ad-line: ΚΑΜΝΕΙ ΕΝΑΡΞΙΝ bbox=[316, 591, 422, 640]
romania-column-3 bbox=[1020, 1300, 1282, 1720]
article-paragraph: Καθὼς εὐχόμεθα εἰς ὅλα αὐτὰ εἶνε ἀνάγκη νὰ ληφθοῦν μέτρα καὶ νὰ δειχθῇ ὅτι αὐτὸ λέγεται στρατὸς τῶν στρατευσίμων, ὑπηρετῶν πρὸς τὴν πατρίδα. bbox=[40, 1014, 250, 1085]
article-paragraph: ΘΕΣ/ΝΙΚΗ 7 Ὀκτωβρίου. Κατὰ πληροφορίας ἀσφαλεῖς ἀφικέσθη τὴν 4 καὶ 30' πρωΐαν τὸ τελευταῖον τραῖνον ἐκ Σκοπείων μετὰ 25 Σέρβων οἰκογενειῶν. Ἀπὸ σήμερον ἡ συγκοινωνία Σκοπείων — Γευγελῆς διεκόπη ὁριστικῶς. Αἱ Σερβικαὶ ἀρχαὶ μετακινοῦνται εἰς Μοναστήριον ὥστε νὰ ἐπανέλθουν εἰς τὴν διοίκησιν. Κατὰ τὴν ὑπηρεσίαν τῶν σιδηροδρόμων ὁ σταθμὸς Βρανέσκα ἐκκενώνεται. bbox=[488, 872, 744, 1013]
orchestra-advertisement bbox=[262, 320, 476, 513]
promotion-article bbox=[1020, 1900, 1282, 2200]
ad-line: ΔΙΑΦΟΡΕΤΙΚΟΣ ΕΦΕΤΟΣ bbox=[284, 577, 453, 592]
article-paragraph: ΠΕΜΠΤΗ, 8 Ὀκτωβρίου. Εἰς Σμύρνην, Μυτιλήνην, Ρουμανίαν καὶ Ρωσσίαν (διὰ Θεσσαλονίκης) 6 π.μ. Εἰς Κων/πολιν (διὰ Θεσσαλονίκης) 6 π.μ. Εἰς Ἑπτάνησον, Σερβίαν, Ρουμανίαν, Ἰταλίαν, Γαλλίαν, Ἀγγλίαν, Ἀμερικήν (διὰ Πάτρας) 11 π.μ. bbox=[40, 1590, 250, 1703]
section-title: ΠΕΡΙ ΠΡΟΑΓΩΓΗΣ ΥΠΑΞΙΩΜΑΤΙΚΩΝ bbox=[1023, 1904, 1279, 1918]
article-paragraph: Ἡ σπορὰ ἄλλως τε ἄρχισε ἐντὸς ὀλίγου καὶ ἡ ἀγροτικὴ γῆ περιμένει χεῖρας διὰ νὰ μὴ μείνῃ ἀκαλλιέργητος. bbox=[40, 643, 250, 699]
ad-line: ΤΗΝ ΠΡΟΣΕΧΗ bbox=[316, 639, 422, 654]
notice-name: ΜΑΡΙΑΝ Ι. ΤΣΑΜΟΠΟΥΛΟΥ bbox=[276, 224, 462, 239]
section-title: ΕΝΑΡΞΙΣ bbox=[313, 1153, 425, 1180]
article-paragraph: Δι᾽ ἑτέρου ὁρίζονται αἱ ἀποδοχαὶ τῶν ἀξιωματικῶν ἐν ἐπιστρατεύσει. Ἀντιστράτηγος δρχ. 1.000, ὑποστράτηγος 800, συνταγματάρχης 600, ἀντισυνταγματάρχης 500, ταγματάρχης 400, λοχαγὸς 300, ὑπολοχαγὸς 250, ἀνθυπολοχαγὸς 200. bbox=[1020, 1162, 1282, 1247]
notice-text: Ἡ σχολὴ τῶν γυμναστριῶν θὰ λειτουργήσῃ καὶ ἐφέτος. Ἐγγραφαὶ καθ᾽ ἑκάστην 10-12 π.μ. ἐν τῇ σχολῇ. Ἐν τῇ σχολῇ ταύτῃ ἀνέγνωσαν ἐπιμελῶς κατὰ τὰ προηγούμενα ἔτη αἱ μαθήτριαι. bbox=[262, 1055, 476, 1140]
notice-text: Καθιστᾷ γνωστὸν ὅτι τὰ μαθήματα ἤρχισαν. Ἀπευθυντέον πρὸς τὸ Γραφεῖον. Ὁδὸς Σόλωνος 60 Α. bbox=[262, 1599, 476, 1641]
ad-line: Η ΠΕΡΙΦΗΜΗ «ΧΑΡΑΥΓΗ» bbox=[64, 1792, 226, 1841]
upper-column-3 bbox=[1020, 300, 1278, 785]
